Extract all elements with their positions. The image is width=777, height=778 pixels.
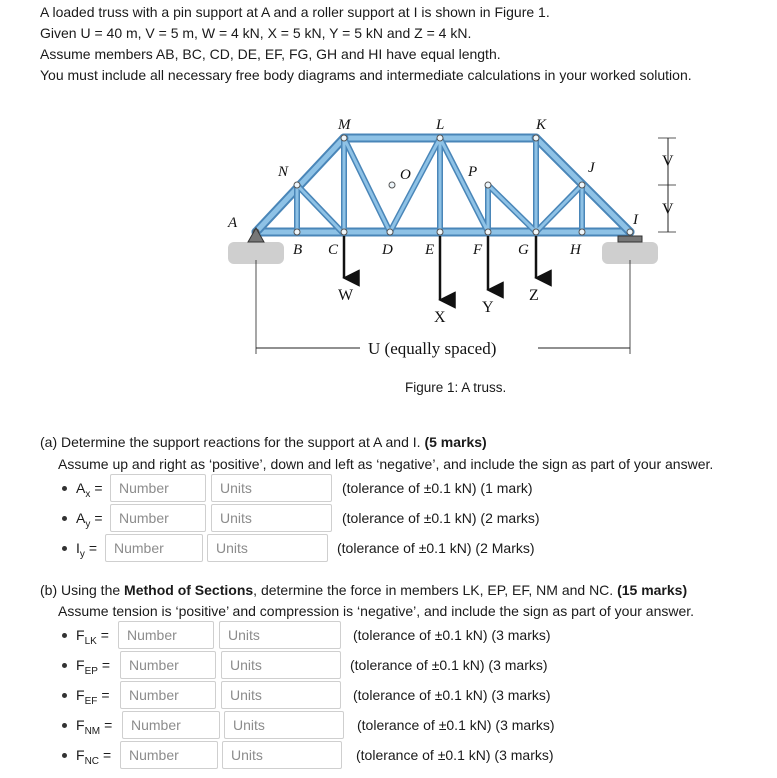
tolerance-note: (tolerance of ±0.1 kN) (3 marks) — [353, 687, 551, 703]
equals-sign: = — [104, 717, 113, 733]
number-field[interactable] — [120, 681, 216, 709]
number-field[interactable] — [122, 711, 220, 739]
units-input[interactable] — [222, 652, 340, 678]
number-field[interactable] — [120, 651, 216, 679]
label-e: E — [425, 242, 435, 258]
part-a-assumption: Assume up and right as ‘positive’, down and left as ‘negative’, and include the sign as part of your answer. — [58, 456, 714, 472]
label-p: P — [468, 164, 478, 180]
number-input[interactable] — [121, 742, 217, 768]
variable-subscript: NC — [84, 755, 100, 767]
units-field[interactable] — [224, 711, 344, 739]
variable-symbol: F — [76, 657, 85, 673]
units-input[interactable] — [212, 505, 331, 531]
label-g: G — [518, 242, 529, 258]
dim-u-label: U (equally spaced) — [368, 339, 497, 358]
number-input[interactable] — [106, 535, 202, 561]
load-label-z: Z — [529, 287, 539, 304]
number-input[interactable] — [121, 652, 215, 678]
label-c: C — [328, 242, 339, 258]
equals-sign: = — [100, 627, 109, 643]
variable-subscript: y — [79, 548, 85, 560]
variable-subscript: y — [85, 518, 91, 530]
units-input[interactable] — [212, 475, 331, 501]
roller-support-i — [618, 236, 642, 242]
part-b-heading-pre: (b) Using the — [40, 582, 125, 598]
bullet-icon — [62, 516, 67, 521]
units-field[interactable] — [211, 504, 332, 532]
label-f: F — [473, 242, 483, 258]
number-input[interactable] — [111, 505, 205, 531]
truss-members — [256, 138, 630, 232]
answer-label-a-2 — [62, 533, 97, 570]
bullet-icon — [62, 633, 67, 638]
variable-subscript: EP — [84, 665, 98, 677]
problem-statement — [40, 2, 692, 86]
label-a: A — [228, 215, 238, 231]
number-field[interactable] — [110, 474, 206, 502]
number-field[interactable] — [110, 504, 206, 532]
equals-sign: = — [101, 657, 111, 673]
number-input[interactable] — [119, 622, 213, 648]
number-input[interactable] — [123, 712, 219, 738]
bullet-icon — [62, 546, 67, 551]
bullet-icon — [62, 663, 67, 668]
intro-line-3: Assume members AB, BC, CD, DE, EF, FG, GH and HI have equal length. — [40, 46, 501, 62]
label-j: J — [588, 160, 595, 176]
label-i: I — [633, 212, 638, 228]
load-label-x: X — [434, 309, 446, 326]
units-field[interactable] — [219, 621, 341, 649]
label-h: H — [570, 242, 581, 258]
variable-subscript: EF — [84, 695, 98, 707]
load-label-y: Y — [482, 299, 494, 316]
number-input[interactable] — [111, 475, 205, 501]
tolerance-note: (tolerance of ±0.1 kN) (3 marks) — [357, 717, 555, 733]
variable-subscript: x — [85, 488, 91, 500]
intro-line-1: A loaded truss with a pin support at A and a roller support at I is shown in Figure 1. — [40, 4, 550, 20]
equals-sign: = — [101, 687, 110, 703]
label-n: N — [278, 164, 289, 180]
label-k: K — [536, 117, 547, 133]
units-field[interactable] — [221, 651, 341, 679]
equals-sign: = — [94, 480, 103, 496]
label-m: M — [338, 117, 351, 133]
variable-symbol: F — [76, 717, 85, 733]
dim-v-label-upper: V — [662, 153, 674, 170]
part-a-heading-text: (a) Determine the support reactions for the support at A and I. — [40, 434, 421, 450]
variable-symbol: I — [76, 540, 80, 556]
part-b-heading-bold: Method of Sections — [124, 582, 254, 598]
tolerance-note: (tolerance of ±0.1 kN) (2 Marks) — [337, 540, 535, 556]
bullet-icon — [62, 753, 67, 758]
part-a-marks: (5 marks) — [424, 434, 487, 450]
tolerance-note: (tolerance of ±0.1 kN) (3 marks) — [356, 747, 554, 763]
variable-subscript: LK — [84, 635, 97, 647]
variable-subscript: NM — [84, 725, 101, 737]
units-input[interactable] — [222, 682, 340, 708]
bullet-icon — [62, 723, 67, 728]
load-label-w: W — [338, 287, 354, 304]
units-field[interactable] — [211, 474, 332, 502]
equals-sign: = — [94, 510, 103, 526]
equals-sign: = — [103, 747, 112, 763]
label-b: B — [293, 242, 303, 258]
tolerance-note: (tolerance of ±0.1 kN) (2 marks) — [342, 510, 540, 526]
units-input[interactable] — [208, 535, 327, 561]
label-o: O — [400, 167, 411, 183]
number-input[interactable] — [121, 682, 215, 708]
intro-line-4: You must include all necessary free body diagrams and intermediate calculations in your worked solution. — [40, 67, 692, 83]
units-field[interactable] — [207, 534, 328, 562]
part-b-heading — [40, 582, 687, 598]
tolerance-note: (tolerance of ±0.1 kN) (3 marks) — [350, 657, 548, 673]
number-field[interactable] — [118, 621, 214, 649]
units-input[interactable] — [225, 712, 343, 738]
number-field[interactable] — [105, 534, 203, 562]
part-b-marks: (15 marks) — [617, 582, 688, 598]
units-field[interactable] — [222, 741, 342, 769]
part-b-heading-post: , determine the force in members LK, EP, EF, NM and NC. — [253, 582, 614, 598]
variable-symbol: F — [76, 747, 85, 763]
units-input[interactable] — [223, 742, 341, 768]
variable-symbol: A — [76, 510, 86, 526]
part-a-heading — [40, 434, 487, 450]
bullet-icon — [62, 693, 67, 698]
variable-symbol: F — [76, 687, 85, 703]
tolerance-note: (tolerance of ±0.1 kN) (1 mark) — [342, 480, 533, 496]
variable-symbol: A — [76, 480, 86, 496]
dim-v-label-lower: V — [662, 201, 674, 218]
figure-caption: Figure 1: A truss. — [405, 380, 507, 395]
label-d: D — [382, 242, 393, 258]
units-input[interactable] — [220, 622, 340, 648]
number-field[interactable] — [120, 741, 218, 769]
units-field[interactable] — [221, 681, 341, 709]
intro-line-2: Given U = 40 m, V = 5 m, W = 4 kN, X = 5 kN, Y = 5 kN and Z = 4 kN. — [40, 25, 472, 41]
equals-sign: = — [88, 540, 98, 556]
variable-symbol: F — [76, 627, 85, 643]
label-l: L — [436, 117, 445, 133]
bullet-icon — [62, 486, 67, 491]
tolerance-note: (tolerance of ±0.1 kN) (3 marks) — [353, 627, 551, 643]
part-b-assumption: Assume tension is ‘positive’ and compression is ‘negative’, and include the sign as part of your answer. — [58, 603, 695, 619]
answer-label-b-4 — [62, 740, 111, 777]
truss-figure — [220, 110, 680, 360]
